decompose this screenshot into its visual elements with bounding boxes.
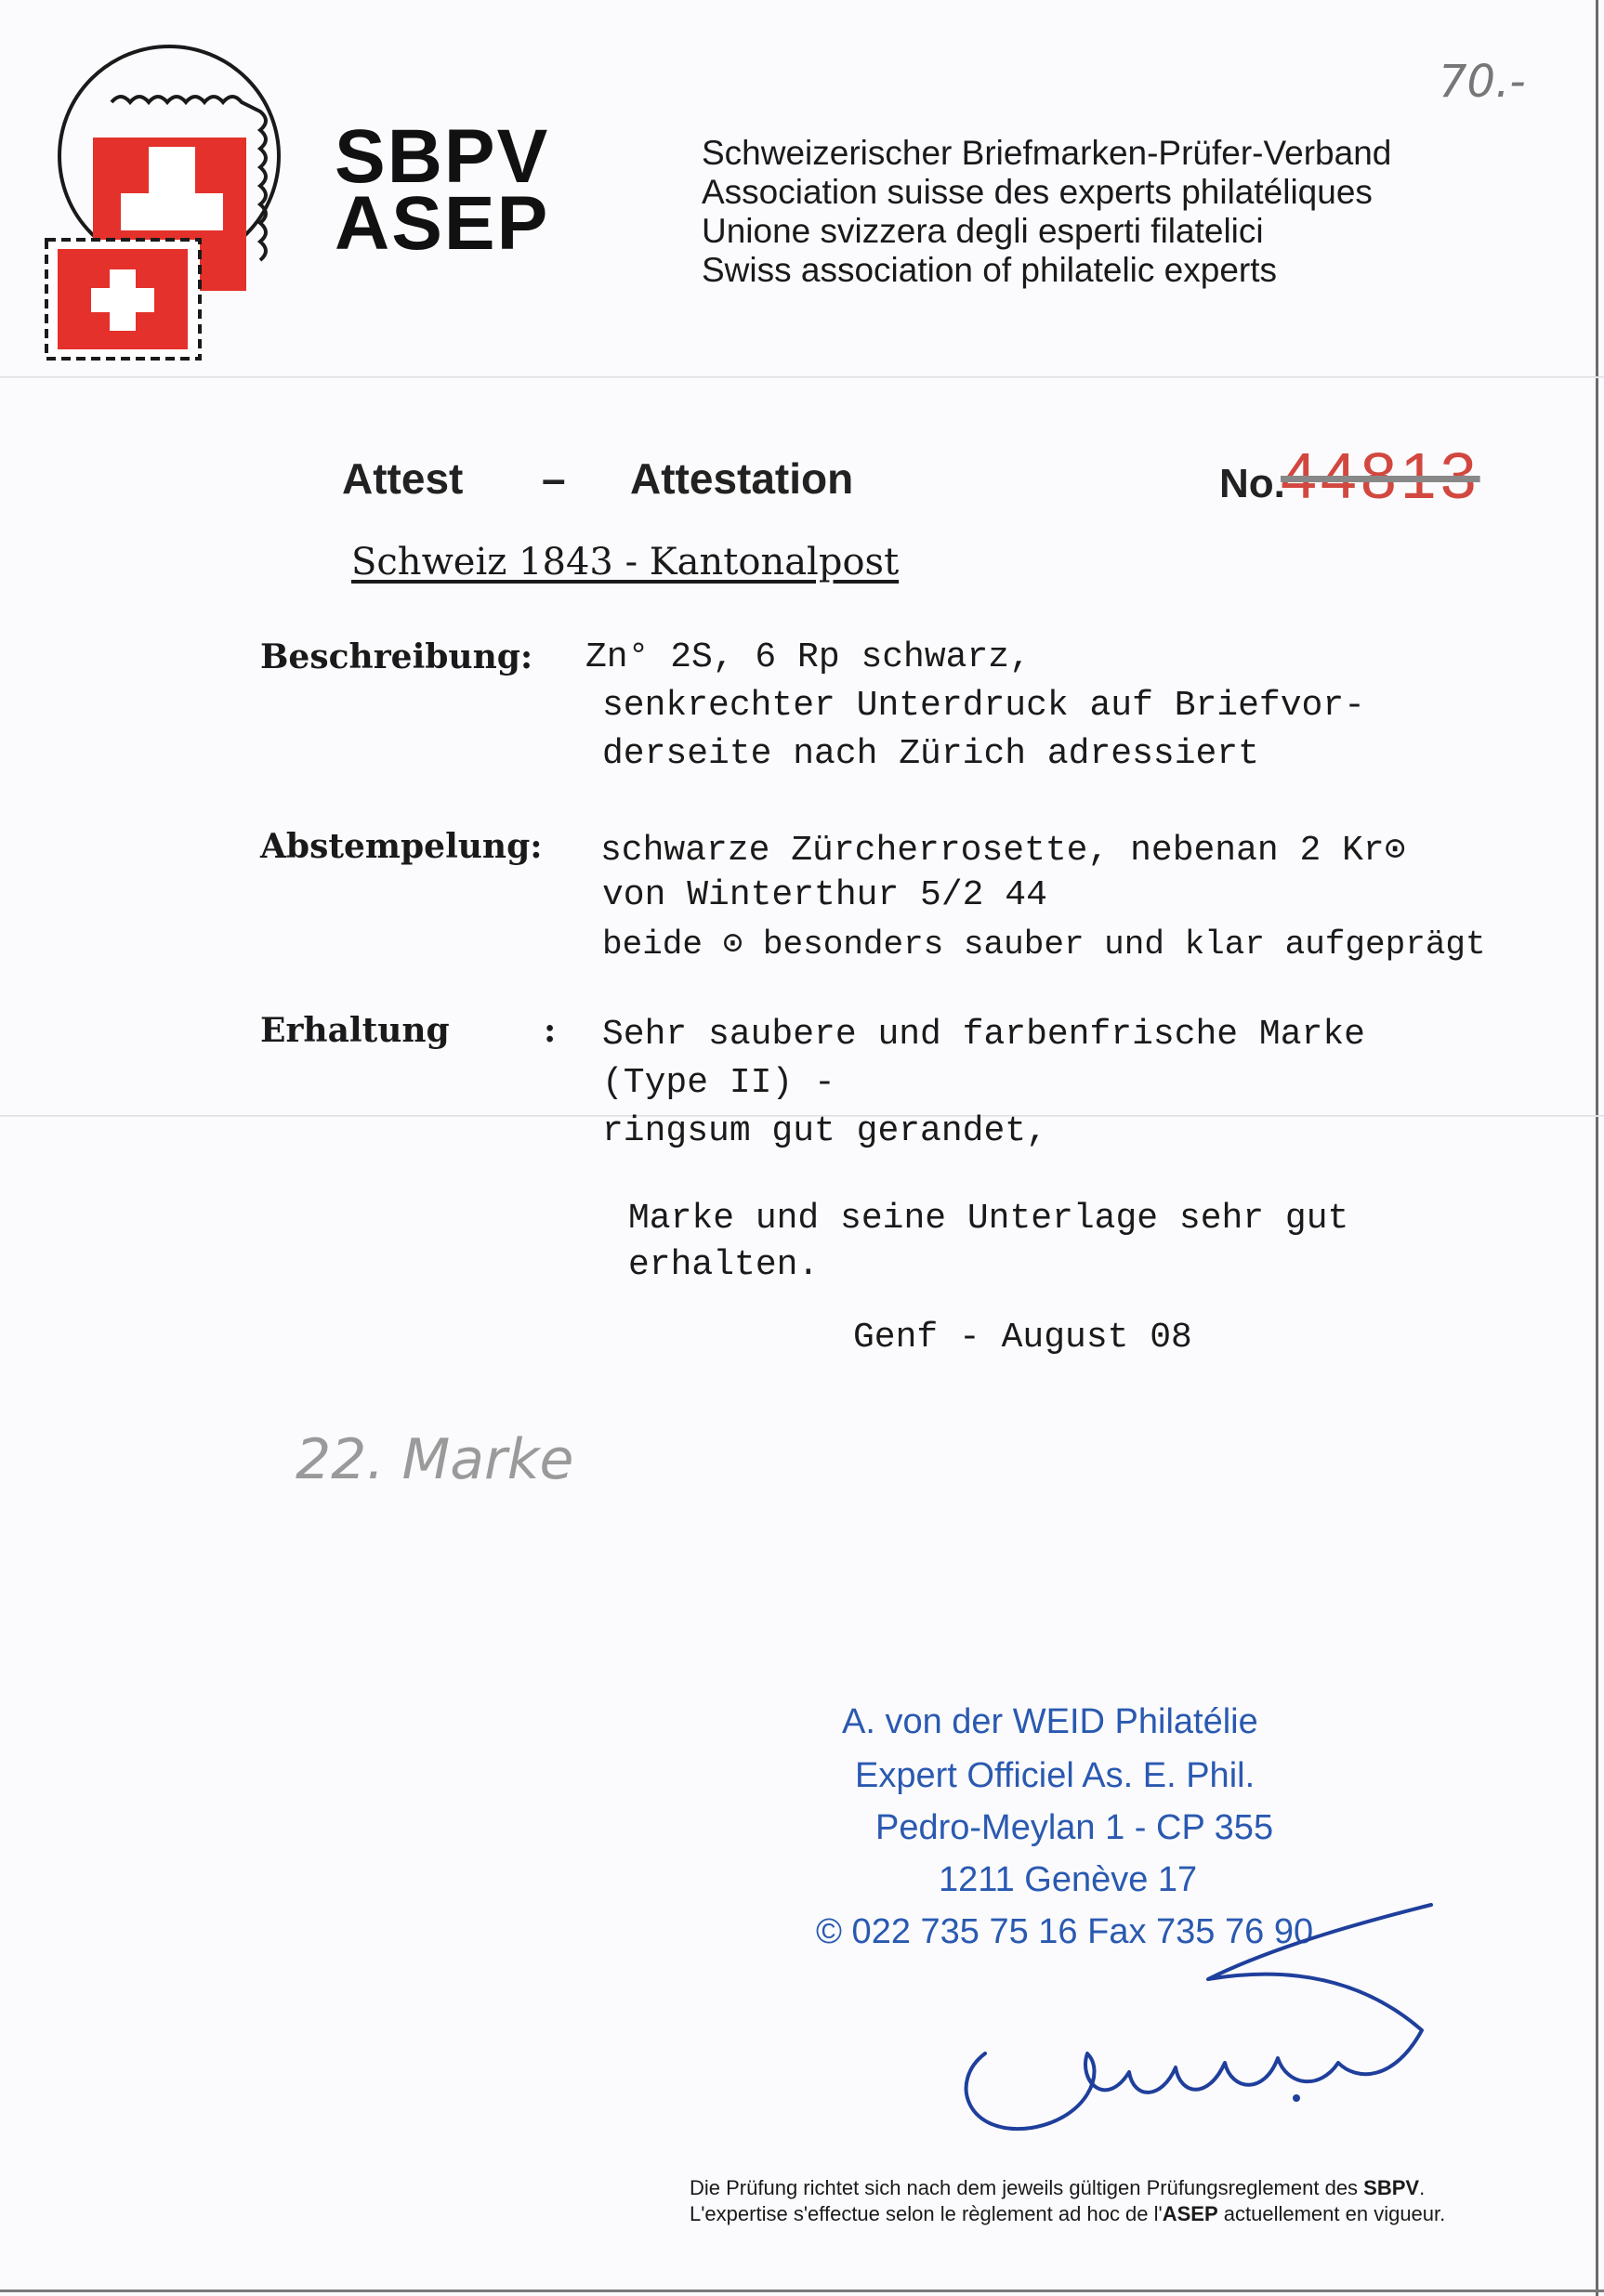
abstempelung-line: schwarze Zürcherrosette, nebenan 2 Kr⊙	[600, 831, 1406, 871]
label-beschreibung: Beschreibung:	[260, 637, 533, 676]
stamp-line: 1211 Genève 17	[939, 1860, 1198, 1899]
subject-line: Schweiz 1843 - Kantonalpost	[351, 541, 900, 584]
footer-text: actuellement en vigueur.	[1217, 2202, 1446, 2225]
page-edge-bottom	[0, 2289, 1604, 2292]
logo-text-asep: ASEP	[335, 181, 550, 266]
erhaltung-line: ringsum gut gerandet,	[602, 1111, 1047, 1151]
stamp-line: A. von der WEID Philatélie	[842, 1702, 1258, 1741]
label-erhaltung-colon: :	[544, 1011, 557, 1050]
corner-price-note: 70.-	[1439, 56, 1526, 108]
footer-text: L'expertise s'effectue selon le règlement ad hoc de l'	[690, 2202, 1163, 2225]
erhaltung-line: Marke und seine Unterlage sehr gut	[628, 1199, 1349, 1239]
stamp-line: © 022 735 75 16 Fax 735 76 90	[816, 1912, 1314, 1951]
org-name-fr: Association suisse des experts philatéliques	[702, 173, 1373, 211]
footer-text: .	[1419, 2176, 1426, 2199]
beschreibung-line: Zn° 2S, 6 Rp schwarz,	[585, 637, 1031, 677]
title-attestation: Attestation	[630, 454, 854, 503]
org-name-en: Swiss association of philatelic experts	[702, 251, 1278, 289]
abstempelung-line: beide ⊙ besonders sauber und klar aufgeprägt	[602, 925, 1486, 964]
footer-bold: ASEP	[1162, 2202, 1218, 2225]
certificate-number-label: No.	[1219, 461, 1285, 506]
beschreibung-line: derseite nach Zürich adressiert	[602, 734, 1259, 774]
stamp-line: Expert Officiel As. E. Phil.	[855, 1756, 1256, 1795]
pencil-note: 22. Marke	[296, 1427, 574, 1492]
abstempelung-line: von Winterthur 5/2 44	[602, 875, 1047, 915]
footer-text: Die Prüfung richtet sich nach dem jeweils gültigen Prüfungsreglement des	[690, 2176, 1364, 2199]
signature-icon	[929, 1868, 1450, 2146]
label-erhaltung: Erhaltung	[260, 1011, 450, 1050]
footer-bold: SBPV	[1363, 2176, 1420, 2199]
beschreibung-line: senkrechter Unterdruck auf Briefvor-	[602, 686, 1365, 726]
org-name-it: Unione svizzera degli esperti filatelici	[702, 212, 1264, 250]
footer-line-de	[690, 2176, 1425, 2200]
sbpv-logo-icon	[37, 37, 316, 372]
title-attest: Attest	[342, 454, 464, 503]
certificate-number: 44813	[1281, 440, 1480, 512]
erhaltung-line: erhalten.	[628, 1245, 820, 1285]
erhaltung-line: (Type II) -	[602, 1063, 835, 1103]
footer-line-fr	[690, 2202, 1445, 2226]
stamp-line: Pedro-Meylan 1 - CP 355	[875, 1808, 1274, 1847]
erhaltung-line: Sehr saubere und farbenfrische Marke	[602, 1015, 1365, 1055]
place-date: Genf - August 08	[853, 1318, 1192, 1358]
org-name-de: Schweizerischer Briefmarken-Prüfer-Verband	[702, 134, 1392, 172]
title-dash: –	[542, 454, 566, 503]
logo-text-sbpv: SBPV	[335, 114, 550, 199]
fold-line	[0, 376, 1604, 378]
label-abstempelung: Abstempelung:	[260, 827, 543, 866]
page-edge-right	[1596, 0, 1598, 2296]
